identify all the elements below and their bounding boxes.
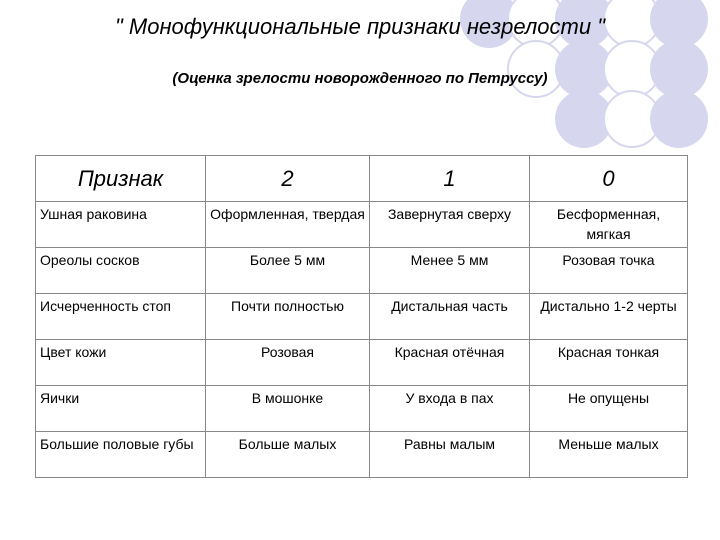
table-cell-sign: Ушная раковина <box>36 202 206 248</box>
table-row <box>36 248 688 294</box>
table-cell: Более 5 мм <box>206 248 370 294</box>
table-cell: Завернутая сверху <box>370 202 530 248</box>
table-cell: Меньше малых <box>530 432 688 478</box>
table-row <box>36 432 688 478</box>
table-row <box>36 202 688 248</box>
table-cell: Равны малым <box>370 432 530 478</box>
table-cell-sign: Исчерченность стоп <box>36 294 206 340</box>
table-cell: Оформленная, твердая <box>206 202 370 248</box>
table-cell: Розовая <box>206 340 370 386</box>
table-cell: Красная отёчная <box>370 340 530 386</box>
table-header-cell: 0 <box>530 156 688 202</box>
maturity-table <box>35 155 688 478</box>
table-cell: Больше малых <box>206 432 370 478</box>
table-cell: В мошонке <box>206 386 370 432</box>
table-row <box>36 386 688 432</box>
table-cell: Не опущены <box>530 386 688 432</box>
page-subtitle: (Оценка зрелости новорожденного по Петруссу) <box>172 70 548 87</box>
table-cell: Дистальная часть <box>370 294 530 340</box>
table-cell: Красная тонкая <box>530 340 688 386</box>
table-cell-sign: Большие половые губы <box>36 432 206 478</box>
table-cell-sign: Цвет кожи <box>36 340 206 386</box>
table-header-cell: Признак <box>36 156 206 202</box>
table-cell-sign: Ореолы сосков <box>36 248 206 294</box>
decor-circle <box>650 90 708 148</box>
table-cell: Дистально 1-2 черты <box>530 294 688 340</box>
table-row <box>36 340 688 386</box>
table-cell: У входа в пах <box>370 386 530 432</box>
table-cell: Бесформенная, мягкая <box>530 202 688 248</box>
table-cell: Менее 5 мм <box>370 248 530 294</box>
table-header-cell: 1 <box>370 156 530 202</box>
table-cell: Почти полностью <box>206 294 370 340</box>
page-title: " Монофункциональные признаки незрелости " <box>114 14 606 39</box>
table-row <box>36 294 688 340</box>
table-cell: Розовая точка <box>530 248 688 294</box>
table-cell-sign: Яички <box>36 386 206 432</box>
table-header-row <box>36 156 688 202</box>
table-header-cell: 2 <box>206 156 370 202</box>
